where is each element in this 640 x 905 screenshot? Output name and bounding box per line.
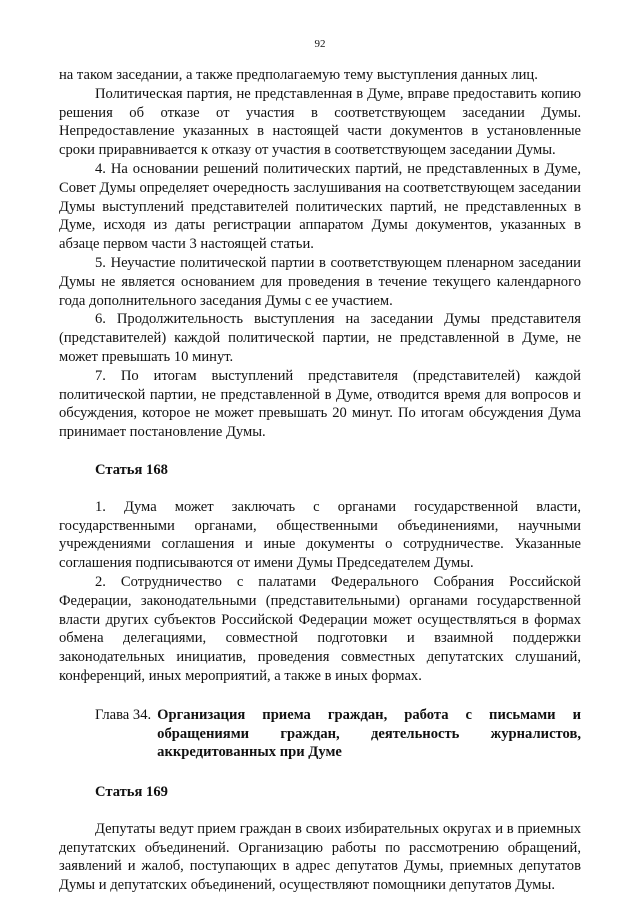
spacer [59,442,581,461]
spacer [59,762,581,783]
article-169-heading: Статья 169 [95,784,168,801]
page-number: 92 [314,38,326,50]
paragraph: Политическая партия, не представленная в Думе, вправе предоставить копию решения об отказе от участия в соответствующем заседании Думы. Непредоставление указанных в настоящей части документов в установленные сроки приравнивается к отказу от участия в соответствующем заседании Думы. [59,85,581,159]
spacer [59,686,581,706]
article-168-paragraph-1: 1. Дума может заключать с органами государственной власти, государственными органами, общественными объединениями, научными учреждениями соглашения и иные документы о сотрудничестве. Указанные соглашения подписываются от имени Думы Председателем Думы. [59,498,581,572]
paragraph-item-4: 4. На основании решений политических партий, не представленных в Думе, Совет Думы определяет очередность заслушивания на соответствующем заседании Думы выступлений представителей политических партий, не представленных в Думе, исходя из даты регистрации аппаратом Думы документов, указанных в абзаце первом части 3 настоящей статьи. [59,160,581,253]
paragraph-item-7: 7. По итогам выступлений представителя (представителей) каждой политической партии, не представленной в Думе, отводится время для вопросов и обсуждения, которое не может превышать 20 минут. По итогам обсуждения Дума принимает постановление Думы. [59,367,581,441]
article-168-heading: Статья 168 [95,461,168,478]
chapter-title: Организация приема граждан, работа с письмами и обращениями граждан, деятельность журналистов, аккредитованных при Думе [157,706,581,761]
chapter-34-heading [59,706,581,762]
document-body [59,66,581,895]
spacer [59,480,581,498]
paragraph-item-6: 6. Продолжительность выступления на заседании Думы представителя (представителей) каждой политической партии, не представленной в Думе, не может превышать 10 минут. [59,311,581,365]
article-168-paragraph-2: 2. Сотрудничество с палатами Федерального Собрания Российской Федерации, законодательными (представительными) органами государственной власти других субъектов Российской Федерации может осуществляться в формах обмена делегациями, совместной подготовки и взаимной поддержки законодательных инициатив, проведения совместных депутатских слушаний, конференций, иных мероприятий, а также в иных формах. [59,573,581,684]
spacer [59,802,581,820]
paragraph-item-5: 5. Неучастие политической партии в соответствующем пленарном заседании Думы не является основанием для проведения в течение текущего календарного года дополнительного заседания Думы с ее участием. [59,254,581,309]
article-169-paragraph-1: Депутаты ведут прием граждан в своих избирательных округах и в приемных депутатских объединений. Организацию работы по рассмотрению обращений, заявлений и жалоб, поступающих в адрес депутатов Думы, приемных депутатов Думы и депутатских объединений, осуществляют помощники депутатов Думы. [59,820,581,894]
paragraph-continuation: на таком заседании, а также предполагаемую тему выступления данных лиц. [59,67,538,83]
chapter-label: Глава 34. [95,706,152,723]
